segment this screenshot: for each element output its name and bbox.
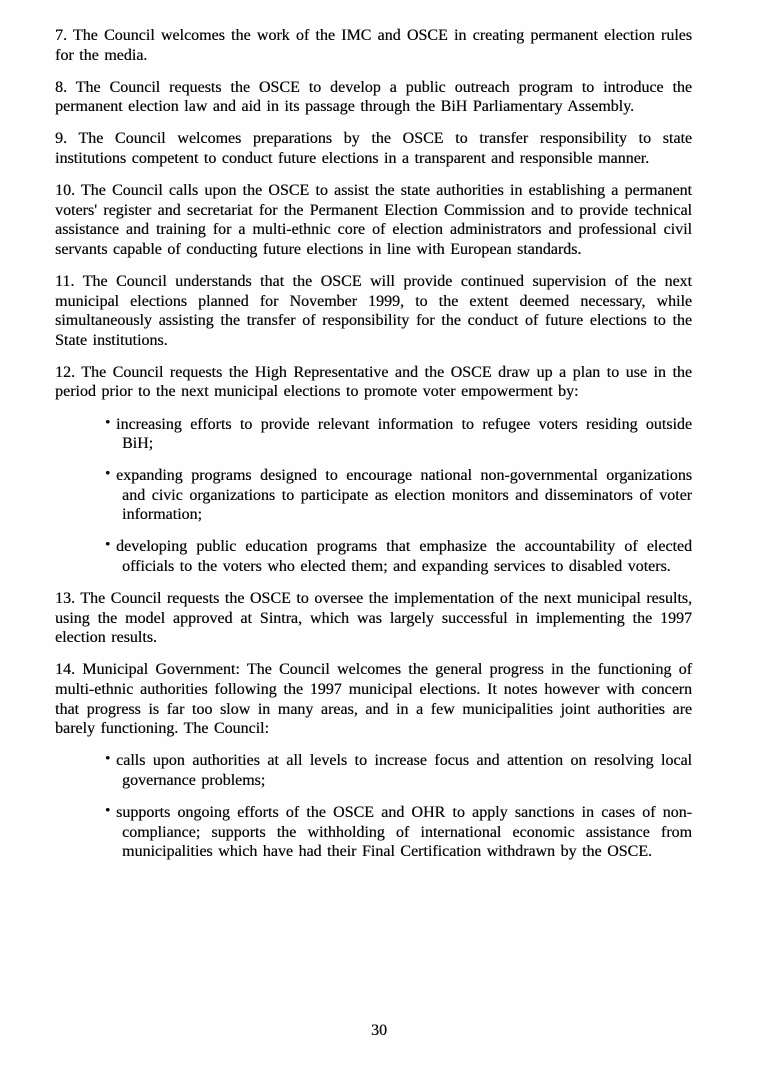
bullet-item: [103, 751, 692, 790]
bullet-item: [103, 537, 692, 576]
paragraph-12: 12. The Council requests the High Representative and the OSCE draw up a plan to use in the period prior to the next municipal elections to promote voter empowerment by:: [55, 363, 692, 401]
bullet-list-voter-empowerment: [55, 415, 692, 577]
document-body: [55, 26, 692, 874]
paragraph-14: 14. Municipal Government: The Council welcomes the general progress in the functioning of multi-ethnic authorities following the 1997 municipal elections. It notes however with concern that progress is far too slow in many areas, and in a few municipalities joint authorities are barely functioning. The Council:: [55, 661, 692, 738]
paragraph-9: 9. The Council welcomes preparations by the OSCE to transfer responsibility to state institutions competent to conduct future elections in a transparent and responsible manner.: [55, 130, 692, 167]
bullet-text: increasing efforts to provide relevant information to refugee voters residing outside BiH;: [116, 415, 692, 453]
page-number: 30: [371, 1022, 387, 1039]
bullet-icon: •: [105, 751, 111, 768]
bullet-text: calls upon authorities at all levels to increase focus and attention on resolving local governance problems;: [116, 752, 692, 789]
bullet-item: [103, 415, 692, 454]
bullet-text: supports ongoing efforts of the OSCE and OHR to apply sanctions in cases of non-compliance; supports the withholding of international economic assistance from municipalities which have had their Final Certification withdrawn by the OSCE.: [116, 804, 692, 861]
bullet-icon: •: [105, 414, 111, 431]
bullet-icon: •: [105, 803, 111, 819]
bullet-icon: •: [105, 537, 111, 554]
bullet-item: [103, 803, 692, 862]
paragraph-10: 10. The Council calls upon the OSCE to assist the state authorities in establishing a permanent voters' register and secretariat for the Permanent Election Commission and to provide technical assistance and training for a multi-ethnic core of election administrators and professional civil servants capable of conducting future elections in line with European standards.: [55, 182, 692, 258]
paragraph-7: 7. The Council welcomes the work of the IMC and OSCE in creating permanent election rules for the media.: [55, 27, 692, 64]
paragraph-11: 11. The Council understands that the OSCE will provide continued supervision of the next municipal elections planned for November 1999, to the extent deemed necessary, while simultaneously assisting the transfer of responsibility for the conduct of future elections to the State institutions.: [55, 272, 692, 349]
paragraph-13: 13. The Council requests the OSCE to oversee the implementation of the next municipal results, using the model approved at Sintra, which was largely successful in implementing the 1997 election results.: [55, 590, 692, 647]
bullet-text: expanding programs designed to encourage national non-governmental organizations and civic organizations to participate as election monitors and disseminators of voter information;: [116, 467, 692, 524]
bullet-icon: •: [105, 466, 111, 483]
bullet-text: developing public education programs that emphasize the accountability of elected officials to the voters who elected them; and expanding services to disabled voters.: [116, 538, 692, 576]
bullet-item: [103, 466, 692, 525]
paragraph-8: 8. The Council requests the OSCE to develop a public outreach program to introduce the permanent election law and aid in its passage through the BiH Parliamentary Assembly.: [55, 78, 692, 116]
bullet-list-municipal-government: [55, 751, 692, 861]
